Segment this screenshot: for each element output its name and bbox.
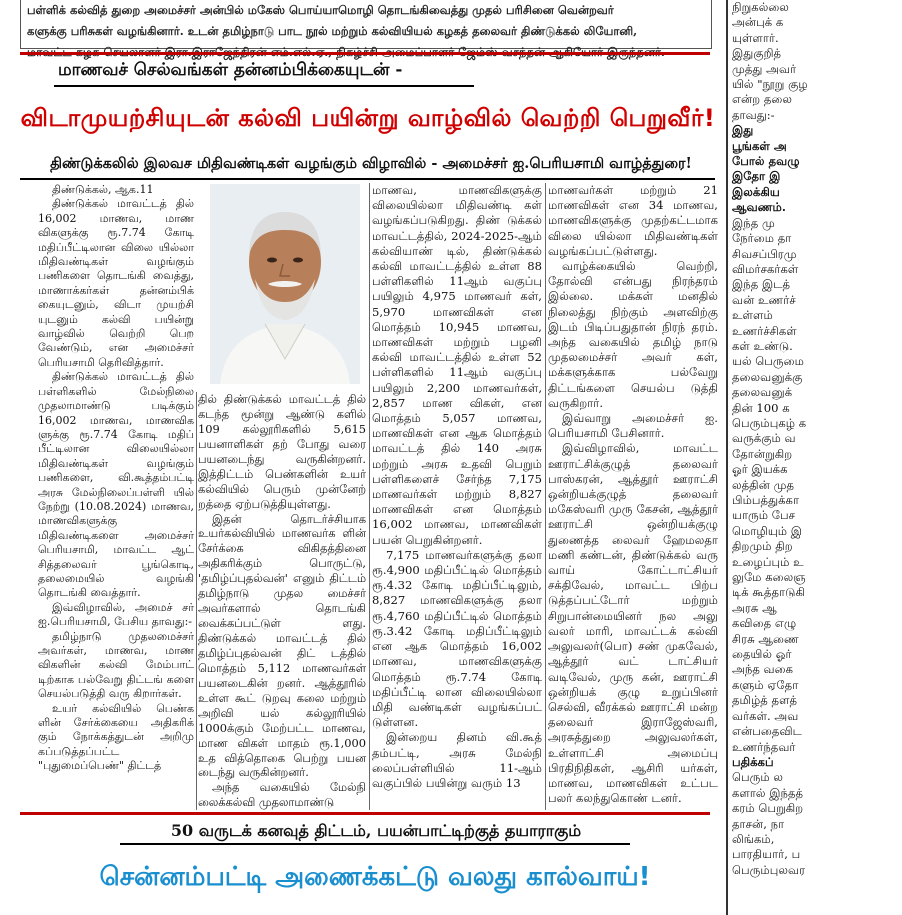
right-column-line: வன் உணர்ச் <box>732 292 796 307</box>
right-column-line: என்பதைவிட <box>732 724 802 739</box>
bottom-kicker-underline <box>120 843 630 845</box>
right-column-line: தாசன், நா <box>732 816 785 831</box>
right-column-line: அன்புக் க <box>732 15 784 30</box>
paragraph: தமிழ்நாடு முதலமைச்சர் அவர்கள், மாணவ, மாண விகளின் கல்வி மேம்பாட் டிற்காக பல்வேறு திட்டங் களை செயல்படுத்தி வரு கிறார்கள். <box>38 629 194 701</box>
right-column-line: உணர்ந்தவர் <box>732 739 796 754</box>
article-subhead: திண்டுக்கலில் இலவச மிதிவண்டிகள் வழங்கும் விழாவில் - அமைச்சர் ஐ.பெரியசாமி வாழ்த்துரை! <box>50 155 692 172</box>
right-column-line: இதோ இ <box>732 169 781 184</box>
right-column-line: இந்த மு <box>732 215 775 230</box>
minister-photo <box>210 184 360 384</box>
right-column-lines <box>732 0 902 878</box>
right-column-line: இதுகுறித் <box>732 46 782 61</box>
right-column-line: நேர்மை தா <box>732 231 792 246</box>
paragraph: தில் திண்டுக்கல் மாவட்டத் தில் கடந்த மூன்று ஆண்டு களில் 109 கல்லூரிகளில் 5,615 பயனாளிகள் தற் போது வரை பயனடைந்து வருகின்றனர். இத்திட்டம் பெண்களின் உயர் கல்வியில் பெரும் முன்னேற் றத்தை ஏற்படுத்தியுள்ளது. <box>198 392 366 511</box>
previous-article-caption <box>20 0 712 49</box>
right-column-line: இலக்கிய <box>732 184 780 199</box>
paragraph: வாழ்க்கையில் வெற்றி, தோல்வி என்பது நிரந்தரம் இல்லை. மக்கள் மனதில் நிலைத்து நிற்கும் அளவிற்கு இடம் பிடிப்பதுதான் நிரந் தரம். அந்த வகையில் தமிழ் நாடு முதலமைச்சர் அவர் கள், மக்களுக்காக பல்வேறு திட்டங்களை செயல்ப டுத்தி வருகிறார். <box>548 259 718 410</box>
section-divider <box>20 812 710 815</box>
column-rule <box>369 183 370 810</box>
right-column-line: தலைவனுக் <box>732 385 793 400</box>
right-column-line: பெரும்புலவர <box>732 862 806 877</box>
article-column-1 <box>38 183 194 774</box>
right-column-line: இது <box>732 123 754 138</box>
right-column-line: கரம் பெறுகிற <box>732 801 804 816</box>
right-column-line: கவிதை எழு <box>732 616 797 631</box>
paragraph: இன்றைய தினம் வி.கூத் தம்பட்டி, அரசு மேல்நி லைப்பள்ளியில் 11-ஆம் வகுப்பில் பயின்று வரும் 13 <box>372 730 542 790</box>
right-column-line: லிங்கம், <box>732 831 775 846</box>
right-column-line: உணர்ச்சிகள் <box>732 323 797 338</box>
kicker-text: மாணவச் செல்வங்கள் தன்னம்பிக்கையுடன் - <box>58 60 403 80</box>
right-column-line: தையில் ஓர் <box>732 647 792 662</box>
right-column-line: தோன்றுகிற <box>732 446 793 461</box>
right-column-line: சிரசு ஆணை <box>732 631 799 646</box>
paragraph: மாணவர்கள் மற்றும் 21 மாணவிகள் என 34 மாணவ, மாணவிகளுக்கு முதற்கட்டமாக விலை யில்லா மிதிவண்டிகள் வழங்கப்பட்டுள்ளது. <box>548 183 718 258</box>
right-column-line: களால் இந்தத் <box>732 785 804 800</box>
right-column-line: கள் உண்டு. <box>732 338 793 353</box>
paragraph: இவ்விழாவில், அமைச் சர் ஐ.பெரியசாமி, பேசிய தாவது:- <box>38 600 194 629</box>
article-column-4 <box>548 183 718 806</box>
paragraph: அந்த வகையில் மேல்நி லைக்கல்வி முதலாமாண்டு <box>198 780 366 810</box>
right-column-line: டிக் கூத்தாடுகி <box>732 585 805 600</box>
column-rule <box>196 392 197 810</box>
article-column-3 <box>372 183 542 791</box>
right-column-line: உழைப்பும் உ <box>732 554 804 569</box>
right-column-line: யல் பெருமை <box>732 354 804 369</box>
right-column-line: தமிழ்த் தளத் <box>732 693 798 708</box>
right-column-line: யுள்ளார். <box>732 30 779 45</box>
right-column-line: மொழியும் இ <box>732 523 803 538</box>
right-column-line: பாரதியார், ப <box>732 847 801 862</box>
right-column-line: வருக்கும் வ <box>732 431 796 446</box>
right-column-line: அந்த வகை <box>732 662 794 677</box>
right-column-line: யாரும் பேச <box>732 508 796 523</box>
paragraph: இவ்விழாவில், மாவட்ட ஊராட்சிக்குழுத் தலைவர் பாஸ்கரன், ஆத்தூர் ஊராட்சி ஒன்றியக்குழுத் தலைவர் மகேஸ்வரி முரு கேசன், ஆத்தூர் ஊராட்சி ஒன்றியக்குழு துணைத்த லைவர் ஹேமலதா மணி கண்டன், திண்டுக்கல் வரு வாய் கோட்டாட்சியர் சக்திவேல், மாவட்ட பிற்ப டுத்தப்பட்டோர் மற்றும் சிறுபான்மையினர் நல அலு வலர் மாரி, மாவட்டக் கல்வி அலுவலர்(பொ) சண் முகவேல், ஆத்தூர் வட் டாட்சியர் வடிவேல், முரு கன், ஊராட்சி ஒன்றியக் குழு உறுப்பினர் செல்வி, வீரக்கல் ஊராட்சி மன்ற தலைவர் இராஜேஸ்வரி, அரசுத்துறை அலுவலர்கள், உள்ளாட்சி அமைப்பு பிரதிநிதிகள், ஆசிரி யர்கள், மாணவ, மாணவிகள் உட்பட பலர் கலந்துகொண் டனர். <box>548 441 718 806</box>
paragraph: திண்டுக்கல் மாவட்டத் தில் 16,002 மாணவ, மாண விகளுக்கு ரூ.7.74 கோடி மதிப்பீட்டிலான விலை யில்லா மிதிவண்டிகள் வழங்கும் பணிகளை தொடங்கி வைத்து, மாணாக்கர்கள் தன்னம்பிக் கையுடனும், விடா முயற்சி யுடனும் கல்வி பயின்று வாழ்வில் வெற்றி பெற வேண்டும், என அமைச்சர் பெரியசாமி தெரிவித்தார். <box>38 197 194 369</box>
right-column-line: இந்த இடத் <box>732 277 791 292</box>
right-column-line: ஓர் இயக்க <box>732 462 788 477</box>
right-column-line: தின் 100 க <box>732 400 790 415</box>
dateline: திண்டுக்கல், ஆக.11 <box>52 183 154 196</box>
right-column-line: திறமும் திற <box>732 539 793 554</box>
right-column-line: உள்ளம் <box>732 308 773 323</box>
right-column-line: பிம்பத்துக்கா <box>732 493 800 507</box>
kicker-underline <box>54 85 474 87</box>
paragraph: இவ்வாறு அமைச்சர் ஐ. பெரியசாமி பேசினார். <box>548 411 718 441</box>
right-column-line: என்ற தலை <box>732 92 793 107</box>
right-column-line: நிறுகல்லை <box>732 0 789 14</box>
caption-line: பள்ளிக் கல்வித் துறை அமைச்சர் அன்பில் மகேஸ் பொய்யாமொழி தொடங்கிவைத்து முதல் பரிசினை வென்றவர் <box>27 3 614 17</box>
article-kicker <box>40 60 700 88</box>
right-column-line: அரசு ஆ <box>732 600 777 615</box>
article-column-2 <box>198 392 366 810</box>
right-column-line: யில் "நூறு குழ <box>732 77 808 92</box>
right-column-line: களும் ஏதோ <box>732 677 799 692</box>
article-headline: விடாமுயற்சியுடன் கல்வி பயின்று வாழ்வில் வெற்றி பெறுவீர்! <box>20 104 716 132</box>
right-column-line: பூங்கள் அ <box>732 138 787 153</box>
right-column-line: லுமே கலைஞ <box>732 570 806 585</box>
right-column-line: பெரும்புகழ் க <box>732 415 807 430</box>
portrait-illustration <box>210 184 360 384</box>
right-column-line: லத்தின் முத <box>732 477 795 492</box>
right-column-line: பதிக்கப் <box>732 754 774 769</box>
right-column-line: சிவசப்பிரமு <box>732 246 797 261</box>
column-rule <box>545 183 546 810</box>
section-divider <box>20 52 710 55</box>
right-column-line: ஆவணம். <box>732 200 786 215</box>
right-column-line: வர்கள். அவ <box>732 708 799 723</box>
right-column-line: முத்து அவர் <box>732 61 797 76</box>
right-column-line: தாவது:- <box>732 107 775 122</box>
right-column-line: பெரும் ல <box>732 770 784 785</box>
right-adjacent-column <box>726 0 808 915</box>
right-column-line: தலைவனுக்கு <box>732 369 803 384</box>
bottom-article-kicker: 50 வருடக் கனவுத் திட்டம், பயன்பாட்டிற்குத் தயாராகும் <box>170 821 582 840</box>
paragraph: 7,175 மாணவர்களுக்கு தலா ரூ.4,900 மதிப்பீட்டில் மொத்தம் ரூ.4.32 கோடி மதிப்பீட்டிலும், 8,827 மாணவிகளுக்கு தலா ரூ.4,760 மதிப்பீட்டில் மொத்தம் ரூ.3.42 கோடி மதிப்பீட்டிலும் என ஆக மொத்தம் 16,002 மாணவ, மாணவிகளுக்கு மொத்தம் ரூ.7.74 கோடி மதிப்பீட்டி லான விலையில்லா மிதி வண்டிகள் வழங்கப்பட் டுள்ளன. <box>372 547 542 730</box>
paragraph: மாணவ, மாணவிகளுக்கு விலையில்லா மிதிவண்டி கள் வழங்கப்படுகிறது. திண் டுக்கல் மாவட்டத்தில், 2024-2025-ஆம் கல்வியாண் டில், திண்டுக்கல் கல்வி மாவட்டத்தில் உள்ள 88 பள்ளிகளில் 11ஆம் வகுப்பு பயிலும் 4,975 மாணவர் கள், 5,970 மாணவிகள் என மொத்தம் 10,945 மாணவ, மாணவிகள் மற்றும் பழனி கல்வி மாவட்டத்தில் உள்ள 52 பள்ளிகளில் 11ஆம் வகுப்பு பயிலும் 2,200 மாணவர்கள், 2,857 மாண விகள், என மொத்தம் 5,057 மாணவ, மாணவிகள் என ஆக மொத்தம் மாவட்டத் தில் 140 அரசு மற்றும் அரசு உதவி பெறும் பள்ளிகளைச் சேர்ந்த 7,175 மாணவர்கள் மற்றும் 8,827 மாணவிகள் என மொத்தம் 16,002 மாணவ, மாணவிகள் பயன் பெறுகின்றனர். <box>372 183 542 547</box>
paragraph: இதன் தொடர்ச்சியாக உயர்கல்வியில் மாணவர்க ளின் சேர்க்கை விகிதத்தினை அதிகரிக்கும் பொருட்டு, 'தமிழ்ப்புதல்வன்' எனும் திட்டம் தமிழ்நாடு முதல மைச்சர் அவர்களால் தொடங்கி வைக்கப்பட்டுள் ளது. திண்டுக்கல் மாவட்டத் தில் தமிழ்ப்புதல்வன் திட் டத்தில் மொத்தம் 5,112 மாணவர்கள் பயனடைகின் றனர். ஆத்தூரில் உள்ள கூட் டுறவு கலை மற்றும் அறிவி யல் கல்லூரியில் 1000க்கும் மேற்பட்ட மாணவ, மாண விகள் மாதம் ரூ.1,000 உத வித்தொகை பெற்று பயன டைந்து வருகின்றனர். <box>198 511 366 780</box>
right-column-line: விமர்சகர்கள் <box>732 261 799 276</box>
right-column-line: போல் தவழு <box>732 154 800 169</box>
paragraph: உயர் கல்வியில் பெண்க ளின் சேர்க்கையை அதிகரிக் கும் நோக்கத்துடன் அறிமு கப்படுத்தப்பட்ட "புதுமைப்பெண்" திட்டத் <box>38 701 194 773</box>
caption-line: களுக்கு பரிசுகள் வழங்கினார். உடன் தமிழ்நாடு பாட நூல் மற்றும் கல்வியியல் கழகத் தலைவர் திண்டுக்கல் லியோனி, <box>27 24 638 38</box>
bottom-article-headline: சென்னம்பட்டி அணைக்கட்டு வலது கால்வாய்! <box>99 862 651 892</box>
paragraph: திண்டுக்கல் மாவட்டத் தில் பள்ளிகளில் மேல்நிலை முதலாமாண்டு படிக்கும் 16,002 மாணவ, மாணவிக ளுக்கு ரூ.7.74 கோடி மதிப் பீட்டிலான விலையில்லா மிதிவண்டிகள் வழங்கும் பணிகளை, வி.கூத்தம்பட்டி அரசு மேல்நிலைப்பள்ளி யில் நேற்று (10.08.2024) மாணவ, மாணவிகளுக்கு மிதிவண்டிகளை அமைச்சர் பெரியசாமி, மாவட்ட ஆட் சித்தலைவர் பூங்கொடி, தலைமையில் வழங்கி தொடங்கி வைத்தார். <box>38 370 194 600</box>
